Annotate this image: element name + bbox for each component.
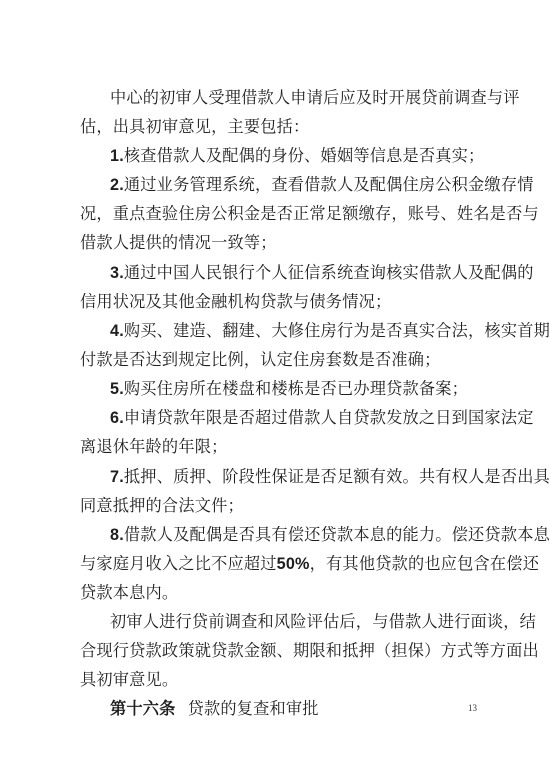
- paragraph-summary-line-2: 合现行贷款政策就贷款金额、期限和抵押（担保）方式等方面出: [80, 641, 539, 660]
- list-item-text: 申请贷款年限是否超过借款人自贷款发放之日到国家法定: [123, 408, 534, 427]
- list-item-text: 通过中国人民银行个人征信系统查询核实借款人及配偶的: [123, 263, 534, 282]
- paragraph-intro-line-2: 估，出具初审意见，主要包括：: [80, 117, 310, 136]
- list-item-number: 3.: [110, 264, 124, 282]
- list-item-number: 5.: [110, 380, 124, 398]
- list-item-7-line-2: 同意抵押的合法文件；: [80, 496, 244, 515]
- list-item-6-line-2: 离退休年龄的年限；: [80, 437, 228, 456]
- list-item-8-line-2: [80, 554, 540, 574]
- list-item-number: 8.: [110, 526, 124, 544]
- paragraph-summary-line-3: 具初审意见。: [80, 670, 179, 689]
- list-item-number: 2.: [110, 176, 124, 194]
- article-number: 第十六条: [110, 699, 176, 718]
- list-item-text: 借款人及配偶是否具有偿还贷款本息的能力。偿还贷款本息: [123, 525, 550, 544]
- list-item-text: 购买住房所在楼盘和楼栋是否已办理贷款备案；: [123, 379, 469, 398]
- list-item-text: 与家庭月收入之比不应超过: [80, 554, 277, 573]
- list-item-1: [110, 146, 490, 166]
- list-item-text: 抵押、质押、阶段性保证是否足额有效。共有权人是否出具: [123, 467, 550, 486]
- list-item-4: [110, 321, 550, 341]
- list-item-number: 4.: [110, 322, 124, 340]
- list-item-8-line-3: 贷款本息内。: [80, 583, 179, 602]
- list-item-text: 购买、建造、翻建、大修住房行为是否真实合法，核实首期: [123, 321, 550, 340]
- list-item-2-line-3: 借款人提供的情况一致等；: [80, 233, 277, 252]
- paragraph-summary-line-1: 初审人进行贷前调查和风险评估后，与借款人进行面谈，结: [110, 612, 537, 631]
- list-item-7: [110, 467, 550, 487]
- list-item-text: 通过业务管理系统，查看借款人及配偶住房公积金缴存情: [123, 175, 534, 194]
- list-item-number: 6.: [110, 409, 124, 427]
- list-item-3: [110, 263, 534, 283]
- list-item-3-line-2: 信用状况及其他金融机构贷款与债务情况；: [80, 292, 392, 311]
- page-number: 13: [468, 703, 477, 713]
- list-item-text: 核查借款人及配偶的身份、婚姻等信息是否真实；: [123, 146, 485, 165]
- article-heading: [110, 699, 490, 719]
- list-item-number: 7.: [110, 468, 124, 486]
- list-item-2-line-2: 况，重点查验住房公积金是否正常足额缴存，账号、姓名是否与: [80, 204, 539, 223]
- list-item-text: ，有其他贷款的也应包含在偿还: [309, 554, 540, 573]
- list-item-5: [110, 379, 490, 399]
- list-item-6: [110, 408, 534, 428]
- list-item-4-line-2: 付款是否达到规定比例，认定住房套数是否准确；: [80, 350, 441, 369]
- list-item-number: 1.: [110, 147, 124, 165]
- ratio-value: 50%: [276, 555, 310, 573]
- article-title: 贷款的复查和审批: [187, 699, 319, 718]
- list-item-8: [110, 525, 550, 545]
- paragraph-intro-line-1: 中心的初审人受理借款人申请后应及时开展贷前调查与评: [110, 88, 520, 107]
- list-item-2: [110, 175, 534, 195]
